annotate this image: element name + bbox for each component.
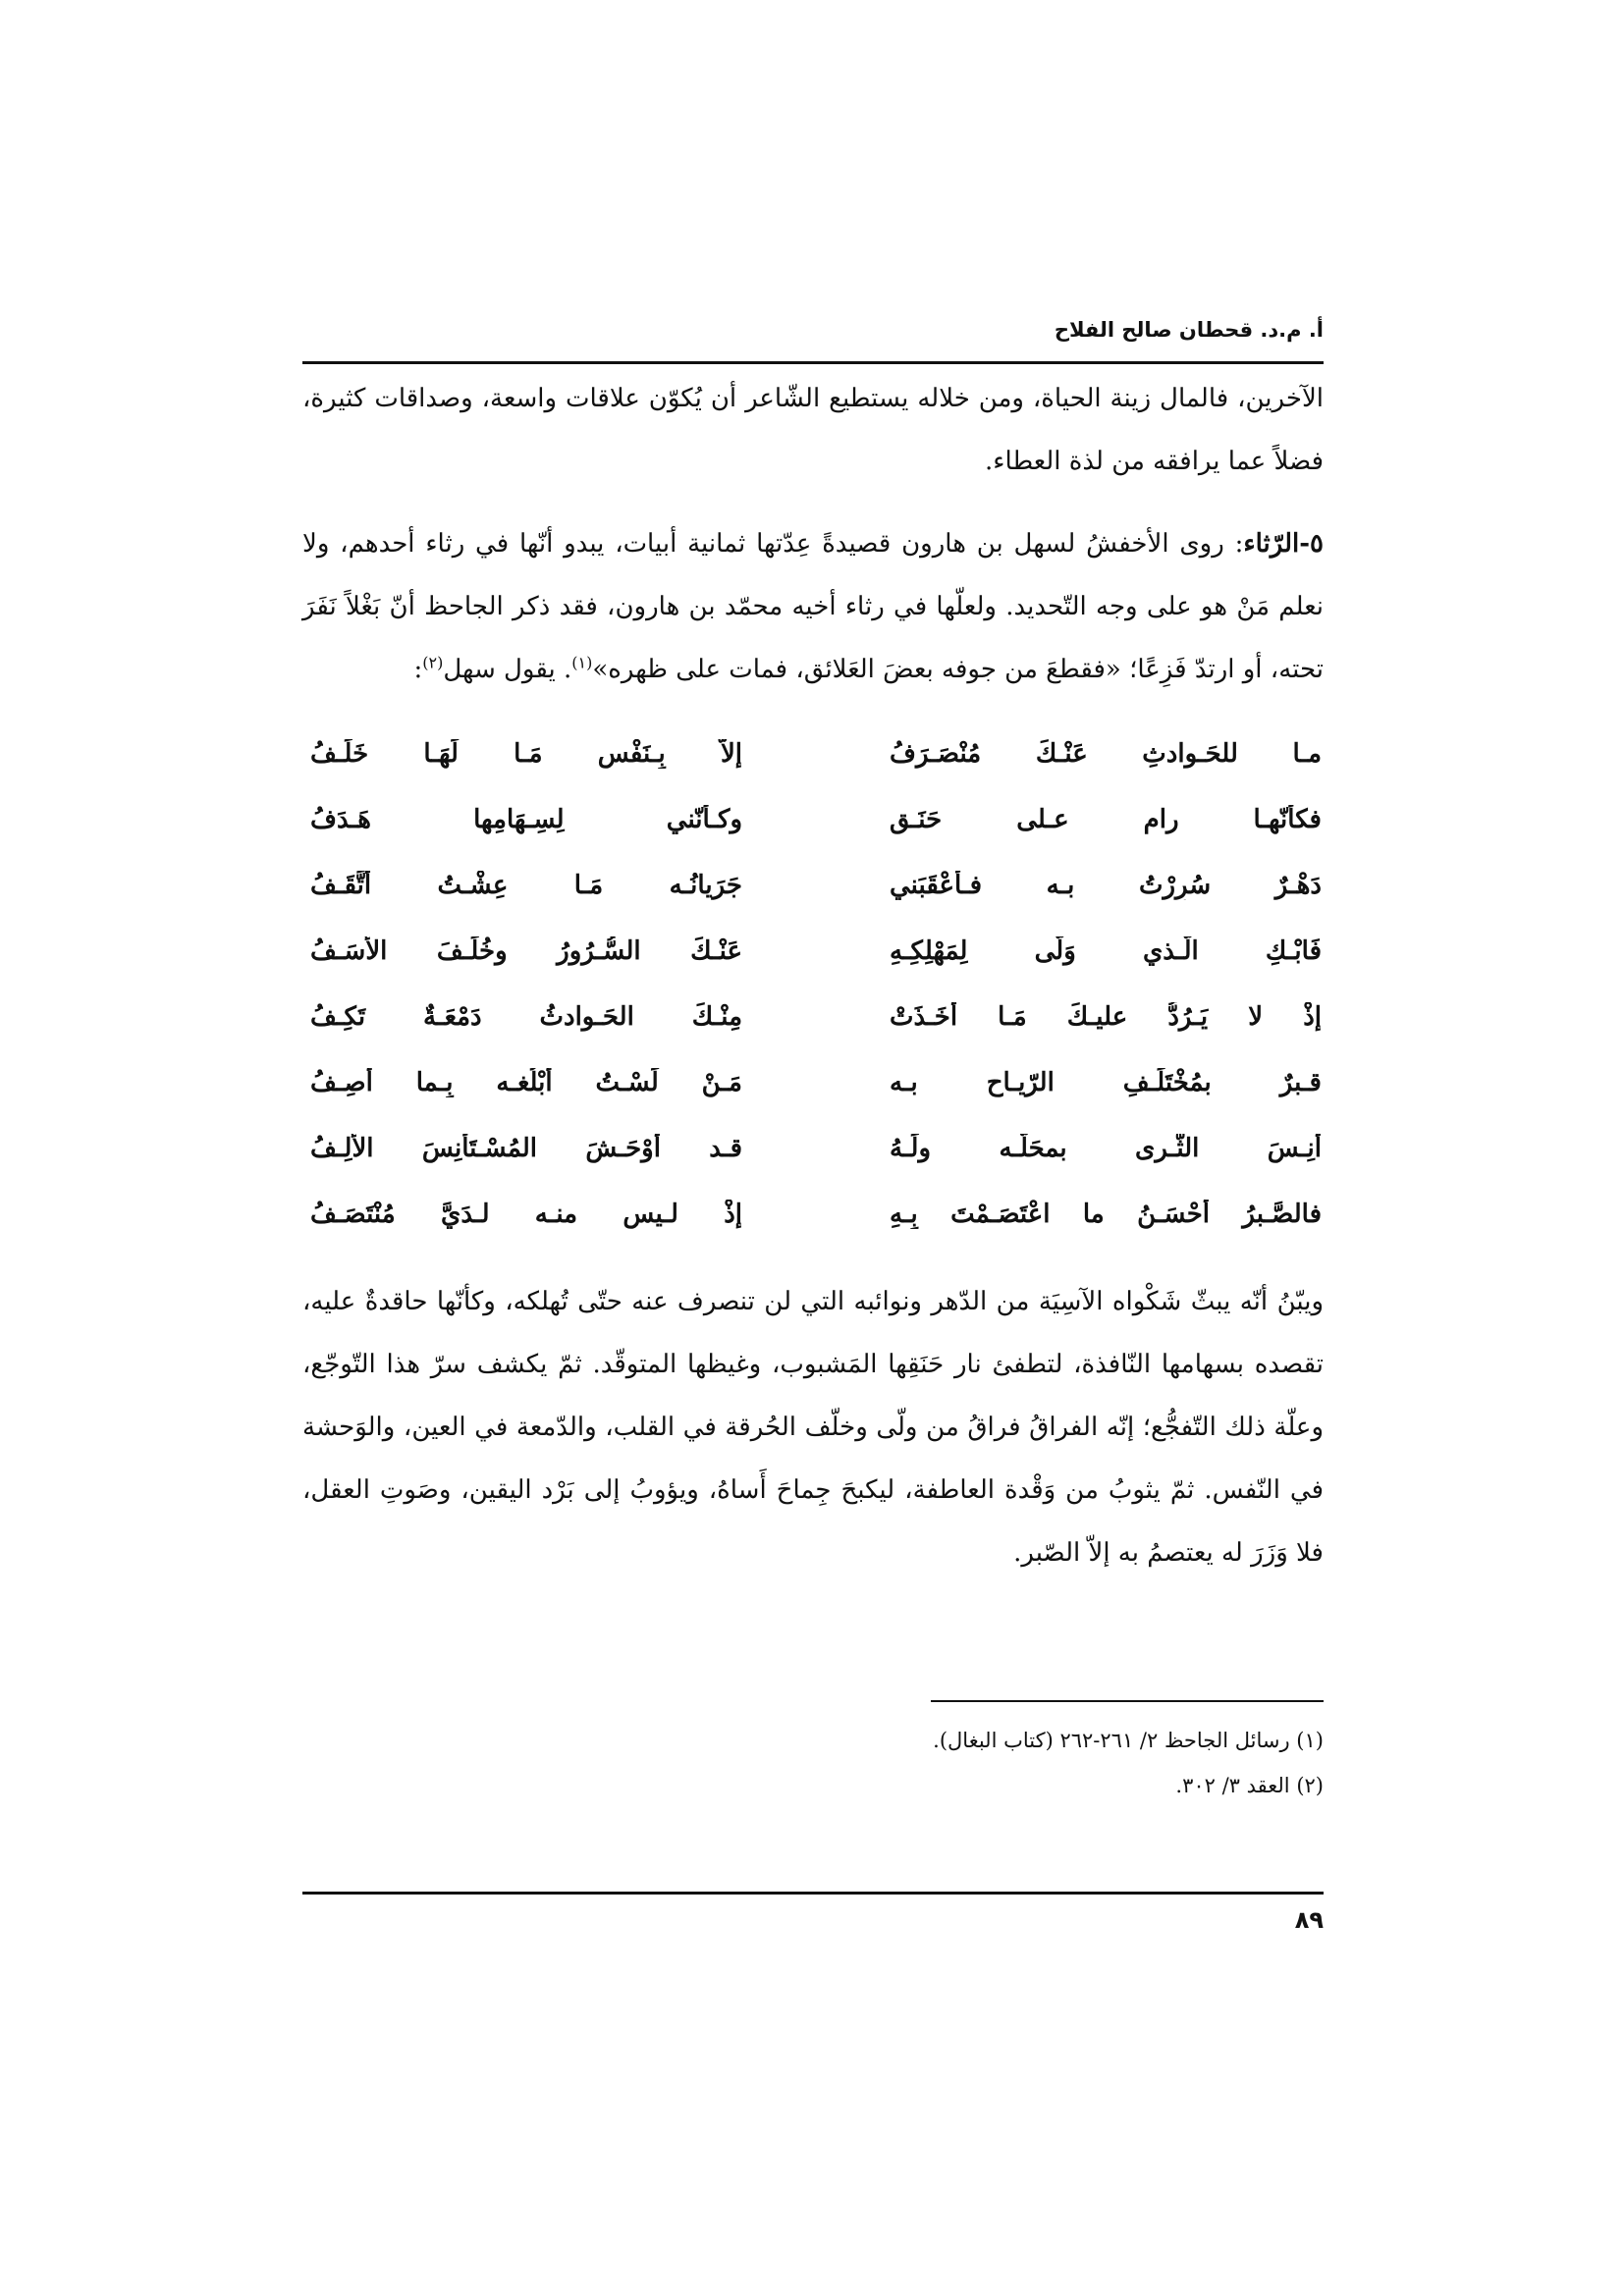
- footnote-ref-2: (٢): [422, 653, 444, 672]
- verse-first-hemistich: أَنِـسَ الثّـرى بمحَلّـه ولَـهُ: [890, 1133, 1322, 1163]
- poem-verse: [302, 1049, 1324, 1115]
- paragraph-2: [302, 512, 1324, 701]
- footnote-rule: [931, 1700, 1324, 1702]
- running-header: [302, 316, 1324, 359]
- header-author: أ. م.د. قحطان صالح الفلاح: [1054, 318, 1324, 342]
- footnote-ref-1: (١): [571, 653, 593, 672]
- footnote-2: (٢) العقد ٣/ ٣٠٢.: [1175, 1774, 1324, 1797]
- poem-verse: [302, 984, 1324, 1049]
- verse-second-hemistich: مِنْـكَ الحَـوادثُ دَمْعَـةٌ تَكِـفُ: [310, 1001, 742, 1032]
- body-text: [302, 367, 1324, 1584]
- verse-second-hemistich: جَرَيانُـه مَـا عِشْـتُ أُتَّقَـفُ: [310, 870, 742, 900]
- verse-first-hemistich: قـبرٌ بمُخْتَلَـفِ الرّيـاحِ بـه: [890, 1067, 1322, 1097]
- verse-first-hemistich: مـا للحَـوادثِ عَنْـكَ مُنْصَـرَفُ: [890, 738, 1322, 769]
- verse-first-hemistich: دَهْـرٌ سُرِرْتُ بـه فـأَعْقَبَني: [890, 870, 1322, 900]
- verse-second-hemistich: إذْ لـيس منـه لـدَيَّ مُنْتَصَـفُ: [310, 1199, 742, 1229]
- verse-first-hemistich: فالصَّـبرُ أَحْسَـنُ ما اعْتَصَـمْتَ بِـهِ: [890, 1199, 1322, 1229]
- poem-verse: [302, 1181, 1324, 1247]
- paragraph-2-text: : روى الأخفشُ لسهل بن هارون قصيدةً عِدّتها ثمانية أبيات، يبدو أنّها في رثاء أحدهم، ولا نعلم مَنْ هو على وجه التّحديد. ولعلّها في رثاء أخيه محمّد بن هارون، فقد ذكر الجاحظ أنّ بَغْلاً نَفَرَ تحته، أو ارتدّ فَزِعًا؛ «فقطعَ من جوفه بعضَ العَلائق، فمات على ظهره»: [302, 529, 1324, 684]
- poem-verse: [302, 852, 1324, 918]
- page: [302, 316, 1324, 1985]
- footnote-1: (١) رسائل الجاحظ ٢/ ٢٦١-٢٦٢ (كتاب البغال).: [933, 1729, 1324, 1752]
- footer-rule: [302, 1892, 1324, 1895]
- paragraph-2-end: :: [413, 655, 423, 684]
- paragraph-3: ويبّنُ أنّه يبثّ شَكْواه الآسِيَة من الدّهر ونوائبه التي لن تنصرف عنه حتّى تُهلكه، وكأنّها حاقدةٌ عليه، تقصده بسهامها النّافذة، لتطفئ نار حَنَقِها المَشبوب، وغيظها المتوقّد. ثمّ يكشف سرّ هذا التّوجّع، وعلّة ذلك التّفجُّع؛ إنّه الفراقُ فراقُ من ولّى وخلّف الحُرقة في القلب، والدّمعة في العين، والوَحشة في النّفس. ثمّ يثوبُ من وَقْدة العاطفة، ليكبحَ جِماحَ أَساهُ، ويؤوبُ إلى بَرْد اليقين، وصَوتِ العقل، فلا وَزَرَ له يعتصمُ به إلاّ الصّبر.: [302, 1287, 1324, 1568]
- page-number: ٨٩: [1294, 1906, 1324, 1934]
- poem-verse: [302, 786, 1324, 852]
- verse-first-hemistich: فكأنّهـا رام عـلى حَنَـقٍ: [890, 804, 1322, 834]
- verse-second-hemistich: قـد أَوْحَـشَ المُسْـتَأْنِسَ الأَلِـفُ: [310, 1133, 742, 1163]
- verse-second-hemistich: إلاّ بِـنَفْسٍ مَـا لَهَـا خَلَـفُ: [310, 738, 742, 769]
- section-term: ٥-الرّثاء: [1243, 529, 1324, 559]
- verse-first-hemistich: إذْ لا يَـرُدُّ عليـكَ مَـا أَخَـذَتْ: [890, 1001, 1322, 1032]
- footnotes: [302, 1700, 1324, 1808]
- verse-second-hemistich: عَنْـكَ السُّـرُورُ وخُلِّـفَ الأَسَـفُ: [310, 935, 742, 966]
- poem: [302, 721, 1324, 1247]
- verse-second-hemistich: مَـنْ لَسْـتُ أَبْلُغـه بِـما أَصِـفُ: [310, 1067, 742, 1097]
- header-rule: [302, 361, 1324, 364]
- verse-first-hemistich: فَابْـكِ الّـذي وَلّى لِمَهْلِكِـهِ: [890, 935, 1322, 966]
- paragraph-2-tail: . يقول سهل: [443, 655, 572, 684]
- verse-second-hemistich: وكـأنّني لِسِـهَامِها هَـدَفُ: [310, 804, 742, 834]
- poem-verse: [302, 721, 1324, 786]
- poem-verse: [302, 918, 1324, 984]
- paragraph-1: الآخرين، فالمال زينة الحياة، ومن خلاله يستطيع الشّاعر أن يُكوّن علاقات واسعة، وصداقات كثيرة، فضلاً عما يرافقه من لذة العطاء.: [302, 384, 1324, 476]
- poem-verse: [302, 1115, 1324, 1181]
